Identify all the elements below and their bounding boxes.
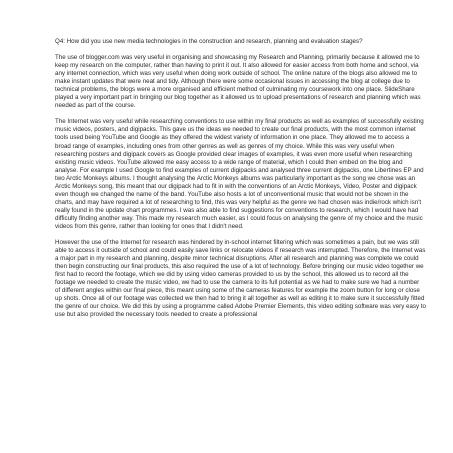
question-heading: Q4: How did you use new media technologies in the construction and research, planning and evaluation stages? xyxy=(55,38,363,45)
paragraph-internet-research: The Internet was very useful while researching conventions to use within my final products as well as examples of successfully existing music videos, posters, and digipacks. This gave us the ideas we needed to create our final products, with the most common internet tools used being YouTube and Google as they offered the widest variety of information in one place. They allowed me to access a broad range of examples, including ones from other genres as well as genres of my choice. While this was very useful when researching posters and digipack covers as Google provided clear images of examples, it was even more useful when researching existing music videos. YouTube allowed me easy access to a wide range of material, which I could then embed on the blog and analyse. For example I used Google to find examples of current digipacks and analysed three current digipacks, one Libertines EP and two Arctic Monkeys albums. I thought analysing the Arctic Monkeys albums was particularly important as the song we chose was an Arctic Monkeys song, this meant that our digipack had to fit in with the conventions of an Arctic Monkeys, Video, Poster and digipack even though we changed the name of the band. YouTube also hosts a lot of unconventional music that would not be shown in the charts, and may have required a lot of researching to find, this was very helpful as the genre we had chosen was indie/rock which isn't really found in the update chart programmes. I was also able to find suggestions for conventions to research, which I would have had difficulty finding another way. This made my research much easier, as I could focus on analysing the genre of my choice and the music videos from this genre, rather than looking for ones that I didn't need. xyxy=(55,118,424,230)
paragraph-construction: However the use of the Internet for research was hindered by in-school internet filtering which was sometimes a pain, but we was still able to access it outside of school and could easily save links or relocate videos if research was interrupted. Therefore, the Internet was a major part in my research and planning, despite minor technical disruptions. After all research and planning was complete we could then begin constructing our final products, this also required the use of a lot of technology. Before bringing our music video together we first had to record the footage, which we did by using video cameras provided to us by the school, this allowed us to record all the footage we needed to create the music video, we had to use the camera to its full potential as we had to make sure we had a number of different angles within our final piece, this meant using some of the cameras features for example the zoom button for long or close up shots. Once all of our footage was collected we then had to bring it all together as well as editing it to make sure it successfully fitted the genre of our choice. We did this by using a programme called Adobe Premier Elements, this video editing software was very easy to use but also provided the necessary tools needed to create a professional xyxy=(55,239,426,319)
paragraph-blogger: The use of blogger.com was very useful in organising and showcasing my Research and Planning, primarily because it allowed me to keep my research on the computer, rather than having to print it out. It also allowed for easier access from both home and school, via any internet connection, which was very useful when doing work outside of school. The online nature of the blogs also allowed me to make instant updates that were neat and tidy. Although there were some occasional issues in accessing the blog at college due to technical problems, the blogs were a more organised and efficient method of culminating my coursework into one place. SlideShare played a very important part in bringing our blog together as it allowed us to upload presentations of research and planning which was needed as part of the course. xyxy=(55,54,421,110)
